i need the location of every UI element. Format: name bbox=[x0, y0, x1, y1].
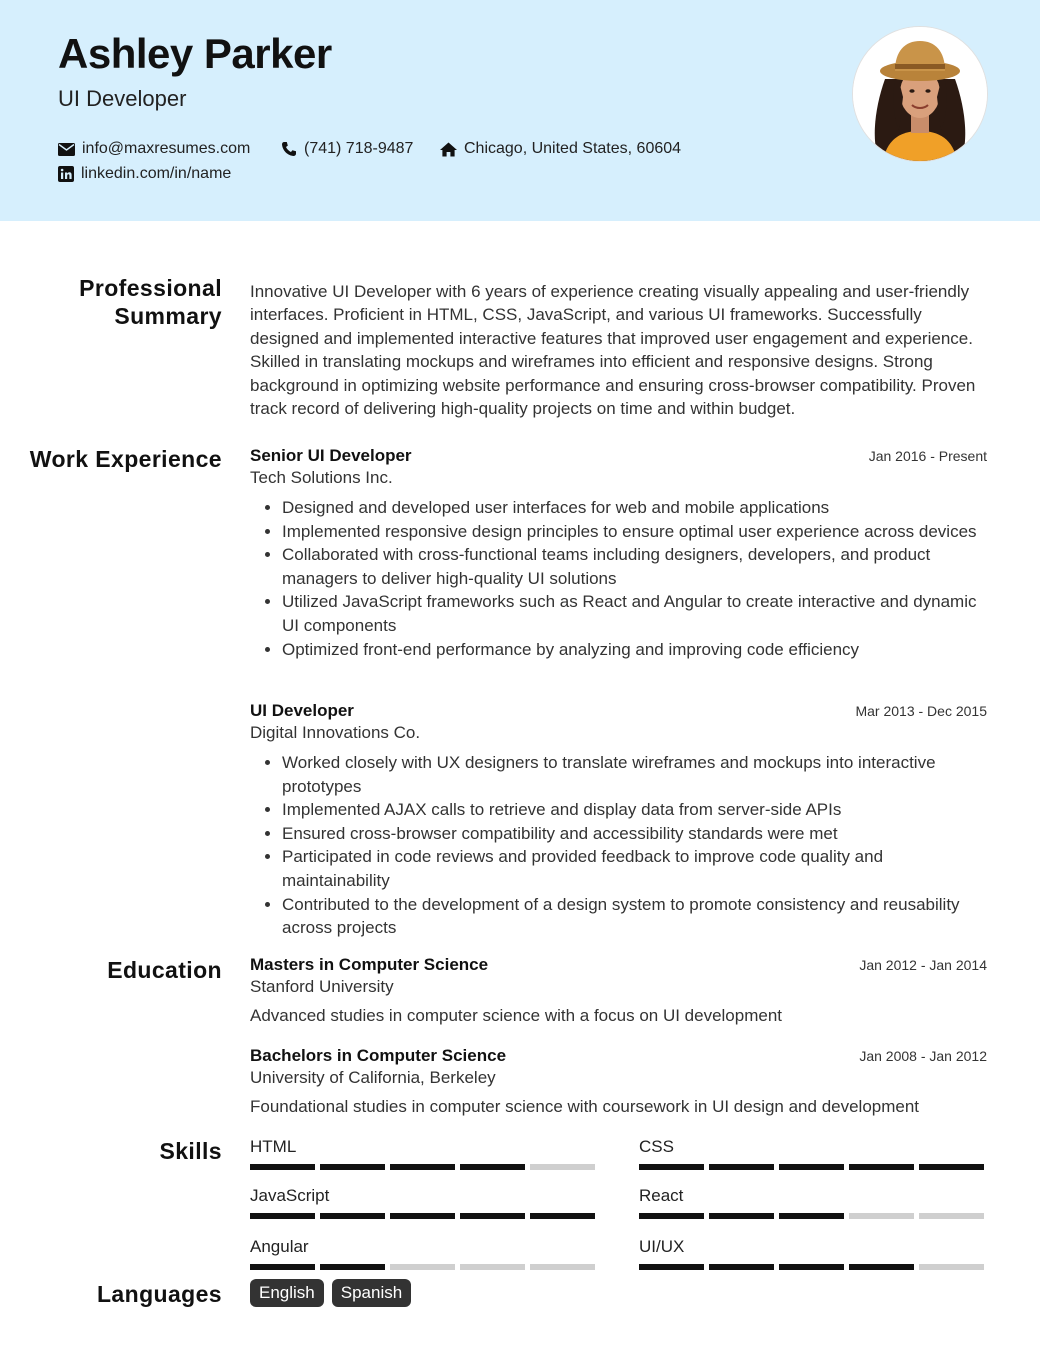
school-name: University of California, Berkeley bbox=[250, 1068, 496, 1087]
list-item: • Participated in code reviews and provided feedback to improve code quality and maintainability bbox=[282, 845, 987, 892]
skill-segment-filled bbox=[849, 1164, 914, 1170]
skill-segment-filled bbox=[250, 1164, 315, 1170]
address-text: Chicago, United States, 60604 bbox=[464, 140, 682, 157]
skill-level-bar bbox=[250, 1213, 598, 1219]
skill-level-bar bbox=[639, 1264, 987, 1270]
skill-segment-empty bbox=[530, 1164, 595, 1170]
skill-name: HTML bbox=[250, 1137, 297, 1156]
candidate-name: Ashley Parker bbox=[58, 30, 332, 77]
skill-item bbox=[250, 1237, 598, 1270]
job-company: Digital Innovations Co. bbox=[250, 723, 421, 742]
language-pill-english: English bbox=[250, 1279, 324, 1307]
education-description: Advanced studies in computer science with a focus on UI development bbox=[250, 1006, 783, 1025]
skill-item bbox=[639, 1137, 987, 1170]
contact-linkedin[interactable] bbox=[58, 165, 231, 183]
skill-level-bar bbox=[250, 1264, 598, 1270]
skill-level-bar bbox=[639, 1164, 987, 1170]
summary-text: Innovative UI Developer with 6 years of experience creating visually appealing and user-friendly interfaces. Proficient in HTML, CSS, JavaScript, and various UI frameworks. Successfully designed and implemented interactive features that improved user engagement and experience. Skilled in translating mockups and wireframes into efficient and responsive designs. Strong background in optimizing website performance and ensuring cross-browser compatibility. Proven track record of delivering high-quality projects on time and within budget. bbox=[250, 282, 976, 419]
candidate-title: UI Developer bbox=[58, 86, 187, 111]
email-text: info@maxresumes.com bbox=[82, 140, 251, 157]
skill-segment-filled bbox=[639, 1213, 704, 1219]
degree-name: Masters in Computer Science bbox=[250, 955, 489, 974]
skill-segment-empty bbox=[530, 1264, 595, 1270]
job-role: Senior UI Developer bbox=[250, 446, 412, 465]
resume-header bbox=[0, 0, 1040, 221]
contact-address bbox=[440, 140, 681, 158]
skill-segment-filled bbox=[320, 1213, 385, 1219]
list-item: • Optimized front-end performance by analyzing and improving code efficiency bbox=[282, 638, 987, 662]
skill-item bbox=[250, 1137, 598, 1170]
job-role: UI Developer bbox=[250, 701, 354, 720]
skill-segment-filled bbox=[390, 1164, 455, 1170]
skill-segment-empty bbox=[390, 1264, 455, 1270]
degree-name: Bachelors in Computer Science bbox=[250, 1046, 507, 1065]
list-item: • Collaborated with cross-functional teams including designers, developers, and product managers to deliver high-quality UI solutions bbox=[282, 543, 987, 590]
list-item: • Ensured cross-browser compatibility and accessibility standards were met bbox=[282, 822, 987, 846]
section-title-skills: Skills bbox=[159, 1138, 222, 1164]
skill-name: Angular bbox=[250, 1237, 309, 1256]
list-item: • Utilized JavaScript frameworks such as React and Angular to create interactive and dynamic UI components bbox=[282, 590, 987, 637]
skill-segment-filled bbox=[250, 1213, 315, 1219]
education-description: Foundational studies in computer science with coursework in UI design and development bbox=[250, 1097, 920, 1116]
skill-name: UI/UX bbox=[639, 1237, 685, 1256]
skill-segment-filled bbox=[639, 1264, 704, 1270]
list-item: • Implemented AJAX calls to retrieve and display data from server-side APIs bbox=[282, 798, 987, 822]
list-item: • Worked closely with UX designers to translate wireframes and mockups into interactive prototypes bbox=[282, 751, 987, 798]
list-item: • Designed and developed user interfaces for web and mobile applications bbox=[282, 496, 987, 520]
skill-segment-filled bbox=[530, 1213, 595, 1219]
work-entry bbox=[250, 446, 987, 661]
skill-segment-filled bbox=[250, 1264, 315, 1270]
phone-text: (741) 718-9487 bbox=[304, 140, 414, 157]
job-bullets bbox=[250, 496, 987, 661]
skill-segment-empty bbox=[849, 1213, 914, 1219]
skill-segment-filled bbox=[709, 1164, 774, 1170]
list-item: • Implemented responsive design principles to ensure optimal user experience across devices bbox=[282, 520, 987, 544]
skill-segment-filled bbox=[320, 1164, 385, 1170]
education-dates: Jan 2008 - Jan 2012 bbox=[859, 1048, 987, 1064]
job-dates: Jan 2016 - Present bbox=[868, 448, 987, 464]
skill-item bbox=[639, 1237, 987, 1270]
skill-name: JavaScript bbox=[250, 1186, 330, 1205]
skill-segment-filled bbox=[779, 1164, 844, 1170]
linkedin-icon bbox=[58, 166, 74, 182]
contact-email[interactable] bbox=[58, 140, 250, 158]
skill-segment-filled bbox=[460, 1213, 525, 1219]
skill-segment-filled bbox=[849, 1264, 914, 1270]
skill-name: CSS bbox=[639, 1137, 674, 1156]
job-company: Tech Solutions Inc. bbox=[250, 468, 393, 487]
education-entry bbox=[250, 1046, 987, 1117]
skill-item bbox=[639, 1186, 987, 1219]
contact-phone[interactable] bbox=[281, 140, 413, 158]
home-icon bbox=[440, 142, 457, 157]
school-name: Stanford University bbox=[250, 977, 394, 996]
summary-block bbox=[250, 280, 987, 420]
skill-segment-filled bbox=[460, 1164, 525, 1170]
section-title-work: Work Experience bbox=[29, 446, 222, 472]
skill-item bbox=[250, 1186, 598, 1219]
list-item: • Contributed to the development of a design system to promote consistency and reusability across projects bbox=[282, 893, 987, 940]
skill-name: React bbox=[639, 1186, 684, 1205]
languages-list bbox=[250, 1279, 411, 1307]
language-pill-spanish: Spanish bbox=[332, 1279, 411, 1307]
skill-segment-filled bbox=[709, 1264, 774, 1270]
skill-segment-filled bbox=[779, 1264, 844, 1270]
education-entry bbox=[250, 955, 987, 1026]
skill-segment-filled bbox=[779, 1213, 844, 1219]
section-title-languages: Languages bbox=[96, 1281, 222, 1307]
envelope-icon bbox=[58, 143, 75, 156]
profile-photo bbox=[852, 26, 988, 162]
section-title-summary: Professional Summary bbox=[79, 275, 222, 329]
work-entry bbox=[250, 701, 987, 940]
skill-level-bar bbox=[250, 1164, 598, 1170]
skill-segment-filled bbox=[639, 1164, 704, 1170]
skill-segment-filled bbox=[320, 1264, 385, 1270]
skill-segment-empty bbox=[919, 1213, 984, 1219]
linkedin-text: linkedin.com/in/name bbox=[81, 165, 232, 182]
education-dates: Jan 2012 - Jan 2014 bbox=[859, 957, 987, 973]
skill-level-bar bbox=[639, 1213, 987, 1219]
section-title-education: Education bbox=[107, 957, 222, 983]
skill-segment-filled bbox=[709, 1213, 774, 1219]
skill-segment-empty bbox=[460, 1264, 525, 1270]
skill-segment-filled bbox=[390, 1213, 455, 1219]
job-dates: Mar 2013 - Dec 2015 bbox=[855, 703, 987, 719]
skill-segment-filled bbox=[919, 1164, 984, 1170]
skill-segment-empty bbox=[919, 1264, 984, 1270]
phone-icon bbox=[281, 141, 297, 157]
job-bullets bbox=[250, 751, 987, 940]
